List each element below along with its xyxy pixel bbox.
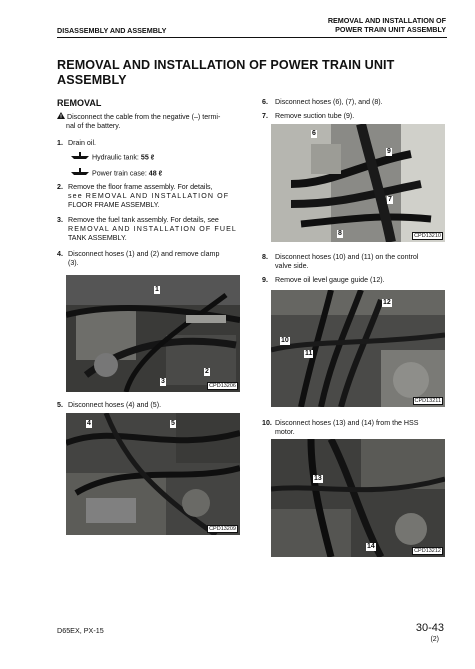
callout-3: 3 — [161, 378, 165, 385]
step-3-line2: REMOVAL AND INSTALLATION OF FUEL — [68, 224, 237, 233]
step-6-text: Disconnect hoses (6), (7), and (8). — [275, 98, 383, 106]
photo-hoses-13-14 — [271, 439, 445, 557]
photo-code: CPD13209 — [209, 525, 236, 532]
footer-page-sub: (2) — [430, 636, 439, 643]
header-left: DISASSEMBLY AND ASSEMBLY — [57, 26, 167, 35]
step-10-number: 10. — [262, 419, 272, 427]
header-rule — [57, 37, 447, 38]
step-9 — [262, 276, 452, 285]
footer-page-number: 30-43 — [415, 622, 444, 634]
power-train-value: 48 ℓ — [148, 169, 163, 178]
step-2-line3: FLOOR FRAME ASSEMBLY. — [68, 200, 160, 209]
power-train-row — [70, 168, 162, 179]
hydraulic-tank-label: Hydraulic tank: — [91, 153, 139, 162]
photo-code: CPD13212 — [414, 547, 441, 554]
callout-2: 2 — [205, 368, 209, 375]
warning-line1: Disconnect the cable from the negative (–) termi- — [66, 112, 221, 121]
photo-code: CPD13211 — [414, 397, 441, 404]
step-2-number: 2. — [57, 183, 63, 191]
step-2 — [57, 183, 247, 209]
callout-14: 14 — [367, 543, 375, 550]
step-8-line2: valve side. — [275, 261, 309, 270]
footer-model: D65EX, PX-15 — [57, 626, 104, 635]
callout-5: 5 — [171, 420, 175, 427]
step-9-text: Remove oil level gauge guide (12). — [275, 276, 385, 284]
warning-block — [57, 112, 247, 131]
callout-10: 10 — [281, 337, 289, 344]
step-5 — [57, 401, 247, 410]
warning-line2: nal of the battery. — [66, 121, 121, 130]
step-7-number: 7. — [262, 112, 268, 120]
step-3-line3: TANK ASSEMBLY. — [68, 233, 127, 242]
step-7-text: Remove suction tube (9). — [275, 112, 355, 120]
step-8-number: 8. — [262, 253, 268, 261]
callout-1: 1 — [155, 286, 159, 293]
step-10-line2: motor. — [275, 427, 295, 436]
step-1-text: Drain oil. — [68, 139, 96, 147]
step-7 — [262, 112, 452, 121]
hydraulic-tank-value: 55 ℓ — [140, 153, 155, 162]
photo-hoses-1-2 — [66, 275, 240, 392]
step-3 — [57, 216, 247, 242]
photo-hoses-6-9 — [271, 124, 445, 242]
step-1 — [57, 139, 247, 148]
photo-hoses-13-14-drawing — [271, 439, 445, 557]
photo-code: CPD13210 — [414, 232, 441, 239]
step-4-line2: (3). — [68, 258, 79, 267]
step-2-line1: Remove the floor frame assembly. For details, — [68, 183, 213, 191]
callout-9: 9 — [387, 148, 391, 155]
step-4-number: 4. — [57, 250, 63, 258]
page-title-line1: REMOVAL AND INSTALLATION OF POWER TRAIN UNIT — [57, 58, 395, 72]
step-6-number: 6. — [262, 98, 268, 106]
callout-7: 7 — [388, 196, 392, 203]
page-title — [57, 58, 457, 88]
header-right-line2: POWER TRAIN UNIT ASSEMBLY — [335, 24, 446, 34]
step-10 — [262, 419, 452, 437]
step-4-line1: Disconnect hoses (1) and (2) and remove clamp — [68, 250, 220, 258]
callout-12: 12 — [383, 299, 391, 306]
warning-triangle-icon — [57, 112, 65, 122]
step-6 — [262, 98, 452, 107]
callout-8: 8 — [338, 230, 342, 237]
power-train-label: Power train case: — [91, 169, 147, 178]
step-4 — [57, 250, 247, 268]
step-3-line1: Remove the fuel tank assembly. For details, see — [68, 216, 219, 224]
callout-13: 13 — [314, 475, 322, 482]
step-5-text: Disconnect hoses (4) and (5). — [68, 401, 162, 409]
step-8 — [262, 253, 452, 271]
photo-hoses-4-5-drawing — [66, 413, 240, 535]
step-2-line2: see REMOVAL AND INSTALLATION OF — [68, 191, 230, 200]
header-right-line1: REMOVAL AND INSTALLATION OF — [327, 16, 446, 25]
photo-hoses-6-9-drawing — [271, 124, 445, 242]
callout-11: 11 — [305, 350, 313, 357]
step-3-number: 3. — [57, 216, 63, 224]
callout-6: 6 — [312, 130, 316, 137]
hydraulic-tank-row — [70, 152, 154, 163]
page-title-line2: ASSEMBLY — [57, 73, 127, 87]
step-5-number: 5. — [57, 401, 63, 409]
header-right — [328, 17, 446, 34]
photo-hoses-4-5 — [66, 413, 240, 535]
photo-hoses-10-12-drawing — [271, 290, 445, 407]
step-9-number: 9. — [262, 276, 268, 284]
step-10-line1: Disconnect hoses (13) and (14) from the HSS — [275, 419, 419, 427]
oil-drain-icon — [70, 168, 90, 179]
photo-code: CPD13206 — [209, 382, 236, 389]
step-1-number: 1. — [57, 139, 63, 147]
oil-drain-icon — [70, 152, 90, 163]
removal-heading: REMOVAL — [57, 98, 102, 108]
photo-hoses-1-2-drawing — [66, 275, 240, 392]
callout-4: 4 — [87, 420, 91, 427]
step-8-line1: Disconnect hoses (10) and (11) on the control — [275, 253, 419, 261]
photo-hoses-10-12 — [271, 290, 445, 407]
